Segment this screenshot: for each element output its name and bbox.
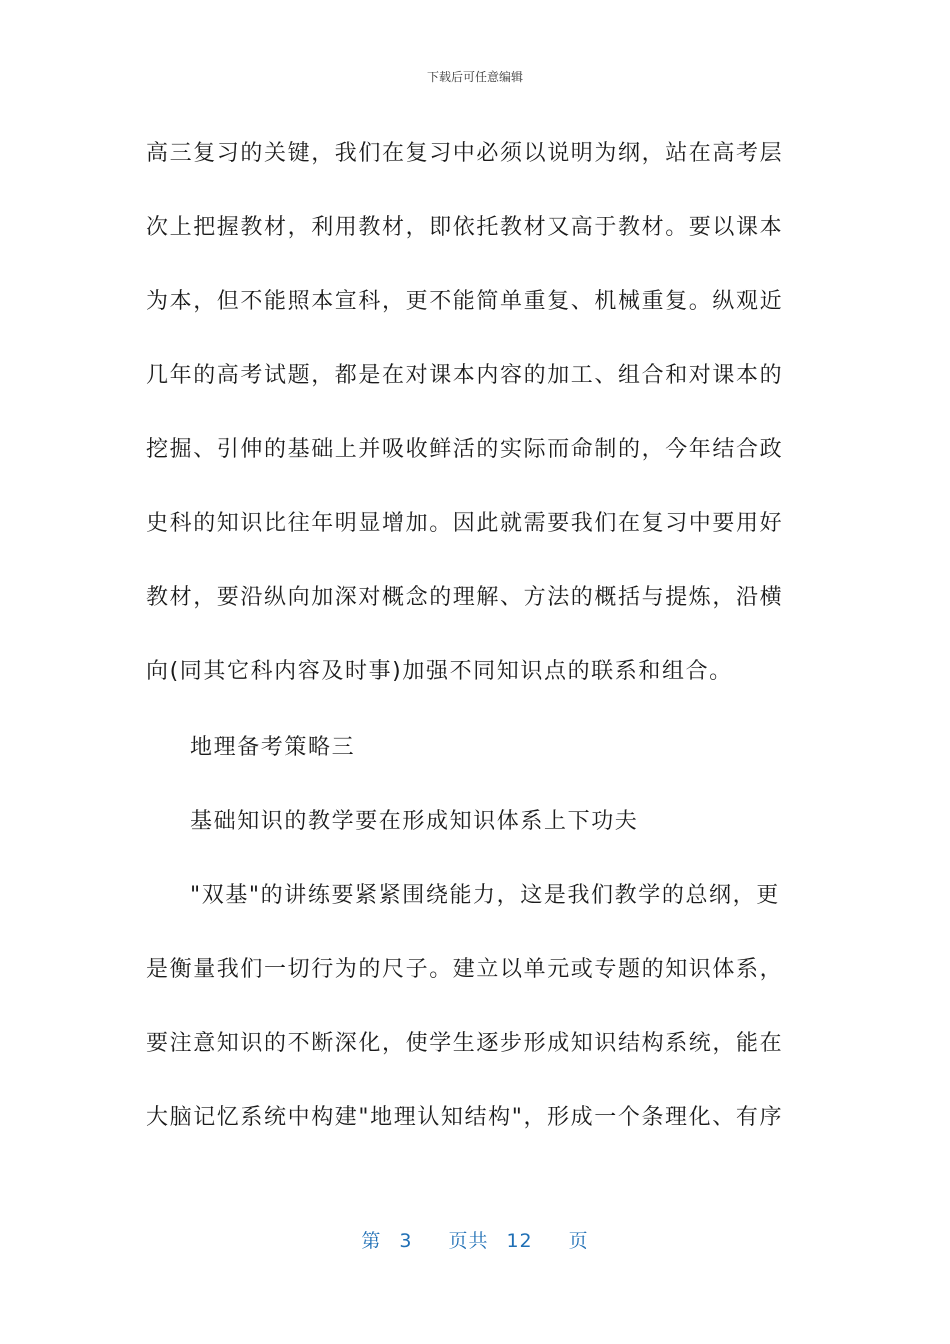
text-line: 大脑记忆系统中构建"地理认知结构"，形成一个条理化、有序	[146, 1105, 784, 1130]
text-line: 几年的高考试题，都是在对课本内容的加工、组合和对课本的	[146, 363, 784, 388]
text-line: "双基"的讲练要紧紧围绕能力，这是我们教学的总纲，更	[190, 883, 780, 908]
footer-middle: 页共	[448, 1230, 489, 1252]
total-page-count: 12	[506, 1230, 533, 1252]
text-line: 史科的知识比往年明显增加。因此就需要我们在复习中要用好	[146, 511, 784, 536]
text-line: 次上把握教材，利用教材，即依托教材又高于教材。要以课本	[146, 215, 784, 240]
page-header-note: 下载后可任意编辑	[426, 70, 523, 84]
text-line: 高三复习的关键，我们在复习中必须以说明为纲，站在高考层	[146, 141, 784, 166]
page-footer	[0, 1226, 950, 1253]
text-line: 是衡量我们一切行为的尺子。建立以单元或专题的知识体系，	[146, 957, 784, 982]
footer-prefix: 第	[361, 1230, 382, 1252]
text-line: 向(同其它科内容及时事)加强不同知识点的联系和组合。	[146, 659, 733, 684]
footer-suffix: 页	[568, 1230, 589, 1252]
text-line: 为本，但不能照本宣科，更不能简单重复、机械重复。纵观近	[146, 289, 784, 314]
text-line: 挖掘、引伸的基础上并吸收鲜活的实际而命制的，今年结合政	[146, 437, 784, 462]
section-heading: 地理备考策略三	[190, 735, 356, 760]
text-line: 要注意知识的不断深化，使学生逐步形成知识结构系统，能在	[146, 1031, 784, 1056]
text-line: 教材，要沿纵向加深对概念的理解、方法的概括与提炼，沿横	[146, 585, 784, 610]
subsection-heading: 基础知识的教学要在形成知识体系上下功夫	[190, 809, 639, 834]
current-page-number: 3	[399, 1230, 413, 1252]
